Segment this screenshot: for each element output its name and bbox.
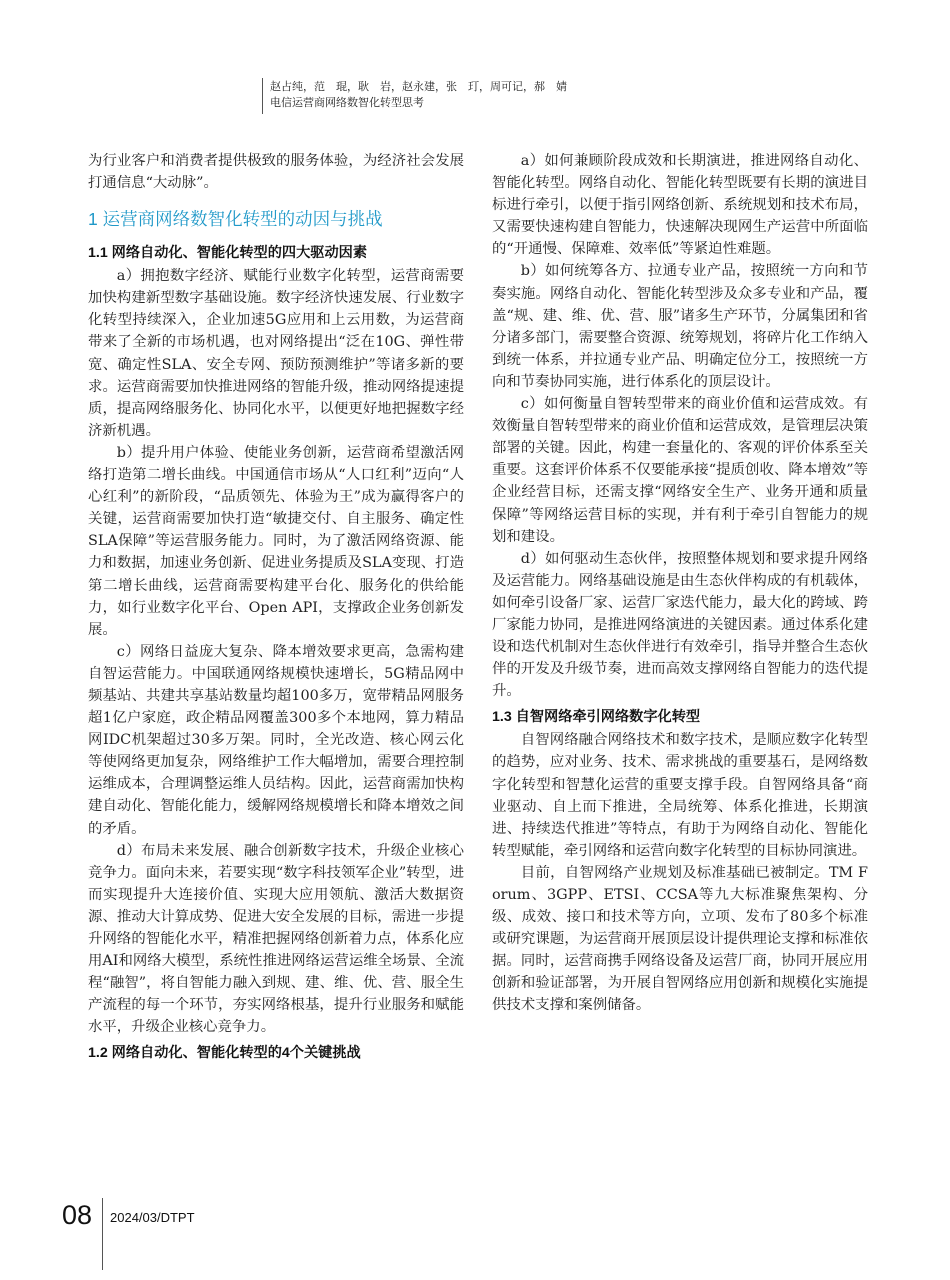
section-1-heading: 1 运营商网络数智化转型的动因与挑战 — [88, 209, 383, 230]
right-column — [492, 150, 868, 1017]
page-number: 08 — [62, 1200, 93, 1230]
paragraph: 目前，自智网络产业规划及标准基础已被制定。TM Forum、3GPP、ETSI、CCSA等九大标准聚焦架构、分级、成效、接口和技术等方向，立项、发布了80多个标准或研究课题，为运营商开展顶层设计提供理论支撑和标准依据。同时，运营商携手网络设备及运营厂商，协同开展应用创新和验证部署，为开展自智网络应用创新和规模化实施提供技术支撑和案例储备。 — [492, 864, 868, 1014]
paragraph: 自智网络融合网络技术和数字技术，是顺应数字化转型的趋势，应对业务、技术、需求挑战的重要基石，是网络数字化转型和智慧化运营的重要支撑手段。自智网络具备“商业驱动、自上而下推进，全局统筹、体系化推进，长期演进、持续迭代推进”等特点，有助于为网络自动化、智能化转型赋能，牵引网络和运营向数字化转型的目标协同演进。 — [492, 732, 868, 859]
paragraph: b）如何统筹各方、拉通专业产品，按照统一方向和节奏实施。网络自动化、智能化转型涉及众多专业和产品，覆盖“规、建、维、优、营、服”诸多生产环节，分属集团和省分诸多部门，需要整合资源、统筹规划，将碎片化工作纳入到统一体系，并拉通专业产品、明确定位分工，按照统一方向和节奏协同实施，进行体系化的顶层设计。 — [492, 263, 868, 390]
header-meta — [270, 79, 567, 111]
paragraph: a）如何兼顾阶段成效和长期演进，推进网络自动化、智能化转型。网络自动化、智能化转型既要有长期的演进目标进行牵引，以便于指引网络创新、系统规划和技术布局，又需要快速构建自智能力，快速解决现网生产运营中所面临的“开通慢、保障难、效率低”等紧迫性难题。 — [492, 153, 868, 258]
left-column — [88, 150, 464, 1065]
section-1-1-heading: 1.1 网络自动化、智能化转型的四大驱动因素 — [88, 245, 368, 262]
paragraph-continued: 为行业客户和消费者提供极致的服务体验，为经济社会发展打通信息“大动脉”。 — [88, 153, 464, 192]
section-1-3-heading: 1.3 自智网络牵引网络数字化转型 — [492, 709, 701, 726]
paragraph: a）拥抱数字经济、赋能行业数字化转型，运营商需要加快构建新型数字基础设施。数字经济快速发展、行业数字化转型持续深入，企业加速5G应用和上云用数，为运营商带来了全新的市场机遇，也对网络提出“泛在10G、弹性带宽、确定性SLA、安全专网、预防预测维护”等诸多新的要求。运营商需要加快推进网络的智能升级，推动网络提速提质，提高网络服务化、协同化水平，以便更好地把握数字经济新机遇。 — [88, 268, 464, 439]
section-1-2-heading: 1.2 网络自动化、智能化转型的4个关键挑战 — [88, 1045, 361, 1062]
journal-issue: 2024/03/DTPT — [110, 1210, 195, 1225]
paragraph: d）如何驱动生态伙伴，按照整体规划和要求提升网络及运营能力。网络基础设施是由生态伙伴构成的有机载体，如何牵引设备厂家、运营厂家迭代能力，最大化的跨域、跨厂家能力协同，是推进网络演进的关键因素。通过体系化建设和迭代机制对生态伙伴进行有效牵引，指导并整合生态伙伴的开发及升级节奏，进而高效支撑网络自智能力的迭代提升。 — [492, 550, 868, 700]
footer-divider — [102, 1198, 103, 1270]
paragraph: b）提升用户体验、使能业务创新，运营商希望激活网络打造第二增长曲线。中国通信市场从“人口红利”迈向“人心红利”的新阶段，“品质领先、体验为王”成为赢得客户的关键，运营商需要加快打造“敏捷交付、自主服务、确定性SLA保障”等运营服务能力。同时，为了激活网络资源、能力和数据，加速业务创新、促进业务提质及SLA变现、打造第二增长曲线，运营商需要构建平台化、服务化的供给能力，如行业数字化平台、Open API，支撑政企业务创新发展。 — [88, 444, 464, 638]
paragraph: d）布局未来发展、融合创新数字技术，升级企业核心竞争力。面向未来，若要实现“数字科技领军企业”转型，进而实现提升大连接价值、实现大应用领航、激活大数据资源、推动大计算成势、促进大安全发展的目标，需进一步提升网络的智能化水平，精准把握网络创新着力点，体系化应用AI和网络大模型，系统性推进网络运营运维全场景、全流程“融智”，将自智能力融入到规、建、维、优、营、服全生产流程的每一个环节，夯实网络根基，提升行业服务和赋能水平，升级企业核心竞争力。 — [88, 842, 464, 1036]
header-divider — [262, 78, 263, 114]
paragraph: c）网络日益庞大复杂、降本增效要求更高，急需构建自智运营能力。中国联通网络规模快速增长，5G精品网中频基站、共建共享基站数量均超100多万，宽带精品网服务超1亿户家庭，政企精品网覆盖300多个本地网，算力精品网IDC机架超过30多万架。同时，全光改造、核心网云化等使网络更加复杂，网络维护工作大幅增加，需要合理控制运维成本，合理调整运维人员结构。因此，运营商需加快构建自动化、智能化能力，缓解网络规模增长和降本增效之间的矛盾。 — [88, 643, 464, 837]
paragraph: c）如何衡量自智转型带来的商业价值和运营成效。有效衡量自智转型带来的商业价值和运营成效，是管理层决策部署的关键。因此，构建一套量化的、客观的评价体系至关重要。这套评价体系不仅要能承接“提质创收、降本增效”等企业经营目标，还需支撑“网络安全生产、业务开通和质量保障”等网络运营目标的实现，并有利于牵引自智能力的规划和建设。 — [492, 396, 868, 545]
author-list: 赵占纯，范 琨，耿 岩，赵永建，张 玎，周可记，郝 婧 — [270, 81, 567, 93]
paper-title: 电信运营商网络数智化转型思考 — [270, 97, 424, 109]
